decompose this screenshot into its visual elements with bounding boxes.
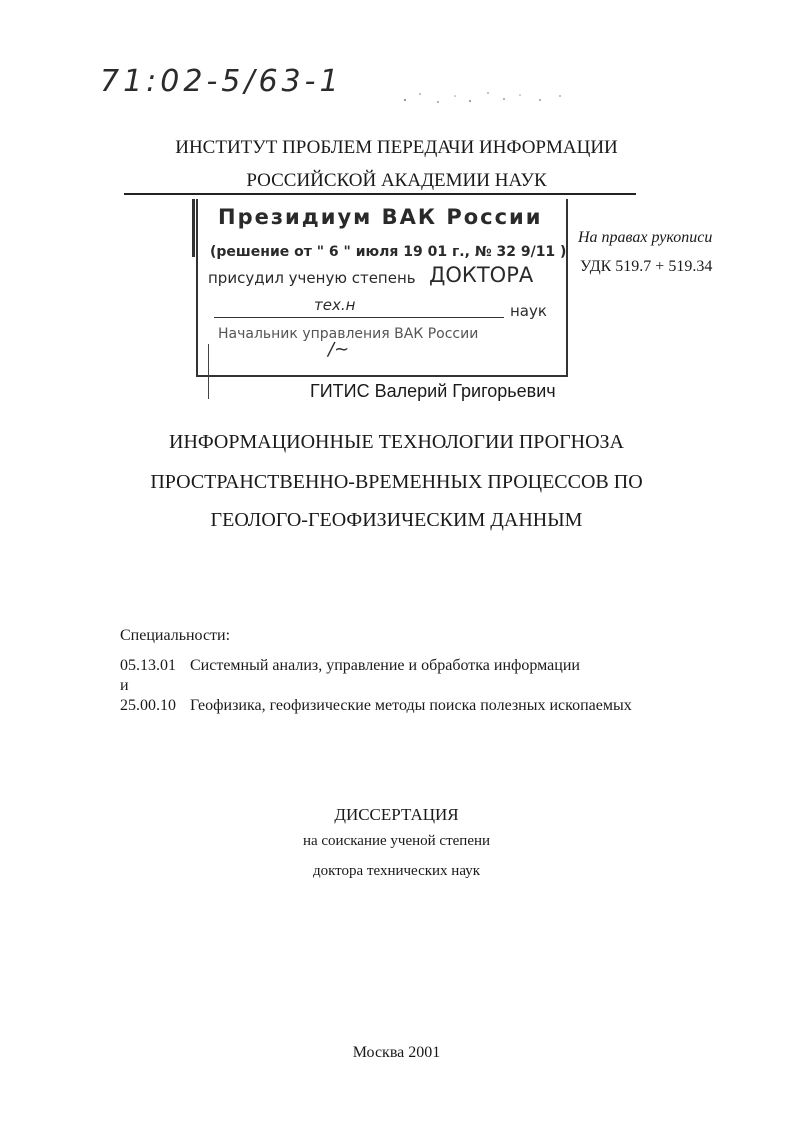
specialty-2-code: 25.00.10 bbox=[120, 697, 176, 714]
stamp-field-line bbox=[214, 296, 559, 320]
scan-speckles bbox=[400, 82, 570, 112]
stamp-field-underline bbox=[214, 317, 504, 318]
vak-stamp bbox=[196, 199, 568, 377]
dissertation-purpose: на соискание ученой степени bbox=[302, 833, 491, 849]
city-year: Москва 2001 bbox=[352, 1044, 441, 1061]
specialty-2-name: Геофизика, геофизические методы поиска полезных ископаемых bbox=[190, 697, 632, 714]
specialty-1-code: 05.13.01 bbox=[120, 657, 176, 674]
margin-mark bbox=[208, 344, 209, 399]
stamp-signature: /~ bbox=[328, 339, 350, 360]
title-line-3: ГЕОЛОГО-ГЕОФИЗИЧЕСКИМ ДАННЫМ bbox=[210, 509, 583, 531]
stamp-chief: Начальник управления ВАК России bbox=[218, 326, 479, 342]
stamp-degree: ДОКТОРА bbox=[429, 263, 534, 287]
title-line-2: ПРОСТРАНСТВЕННО-ВРЕМЕННЫХ ПРОЦЕССОВ ПО bbox=[150, 471, 643, 493]
udc-code: УДК 519.7 + 519.34 bbox=[580, 258, 713, 275]
stamp-title: Президиум ВАК России bbox=[218, 205, 543, 229]
dissertation-degree: доктора технических наук bbox=[312, 863, 481, 879]
institute-line-1: ИНСТИТУТ ПРОБЛЕМ ПЕРЕДАЧИ ИНФОРМАЦИИ bbox=[175, 137, 618, 158]
institute-line-2: РОССИЙСКОЙ АКАДЕМИИ НАУК bbox=[246, 170, 547, 191]
specialty-2 bbox=[120, 697, 632, 715]
dissertation-label: ДИССЕРТАЦИЯ bbox=[334, 805, 459, 824]
specialties-label: Специальности: bbox=[120, 627, 231, 644]
stamp-nauk: наук bbox=[510, 302, 547, 320]
author-name: ГИТИС Валерий Григорьевич bbox=[310, 381, 556, 401]
stamp-decision: (решение от " 6 " июля 19 01 г., № 32 9/11 ) bbox=[210, 244, 567, 260]
header-rule bbox=[124, 193, 636, 195]
catalog-number: 71:02-5/63-1 bbox=[100, 64, 343, 99]
stamp-awarded: присудил ученую степень bbox=[208, 269, 416, 287]
stamp-field: тех.н bbox=[314, 296, 356, 314]
title-line-1: ИНФОРМАЦИОННЫЕ ТЕХНОЛОГИИ ПРОГНОЗА bbox=[169, 431, 624, 453]
rights-note: На правах рукописи bbox=[578, 229, 713, 246]
stamp-left-mark bbox=[192, 199, 195, 257]
specialty-conjunction: и bbox=[120, 677, 129, 694]
specialty-1 bbox=[120, 657, 580, 675]
specialty-1-name: Системный анализ, управление и обработка информации bbox=[190, 657, 580, 674]
